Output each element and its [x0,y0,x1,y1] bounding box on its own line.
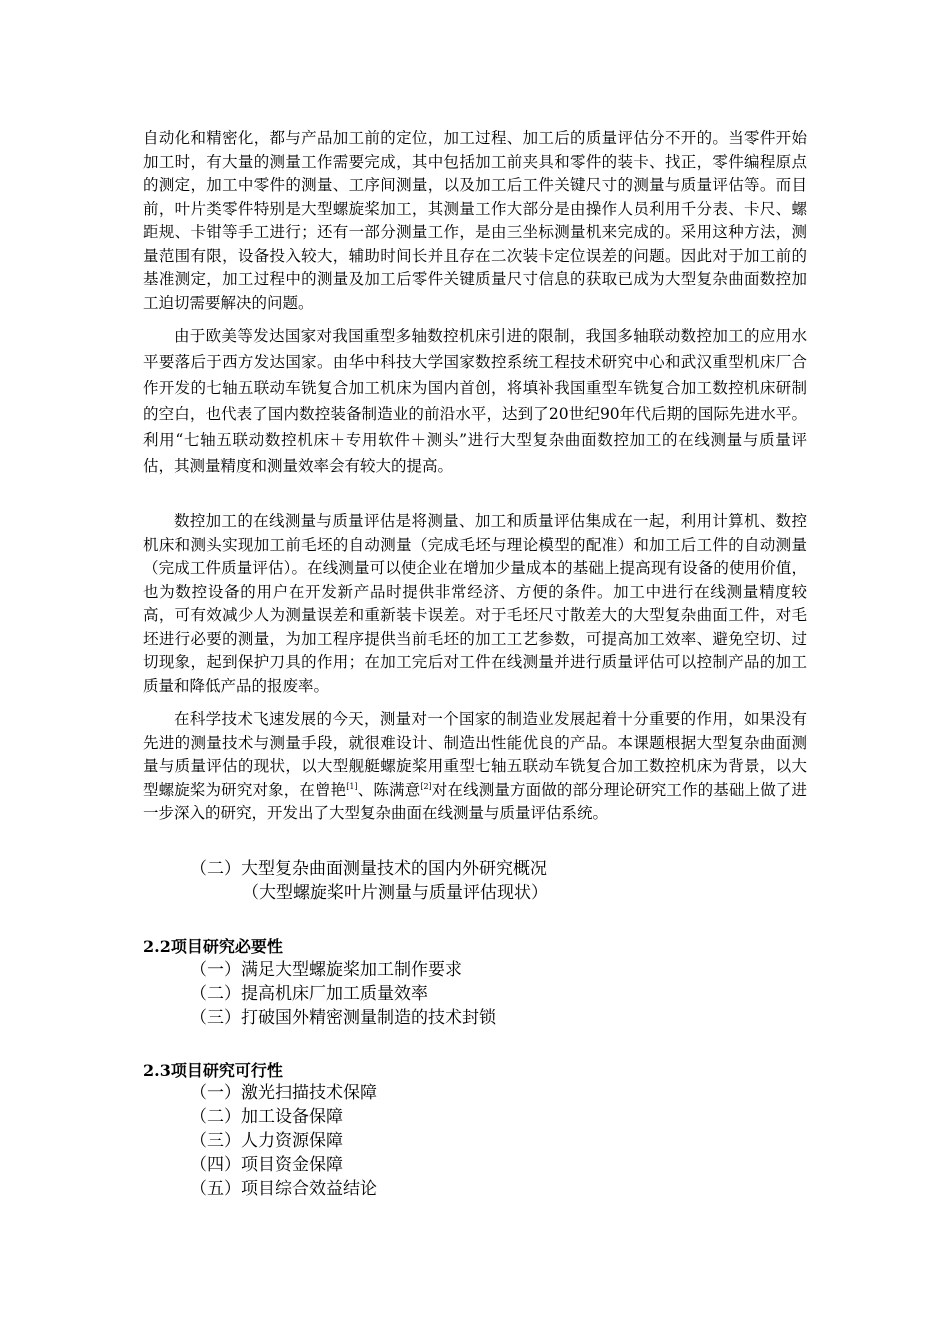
subsection-title: （二）大型复杂曲面测量技术的国内外研究概况 [190,859,547,879]
list-item: （三）打破国外精密测量制造的技术封锁 [190,1008,496,1028]
list-item: （三）人力资源保障 [190,1131,343,1151]
paragraph-text: 、陈满意 [357,780,421,799]
body-paragraph: 自动化和精密化，都与产品加工前的定位，加工过程、加工后的质量评估分不开的。当零件开始加工时，有大量的测量工作需要完成，其中包括加工前夹具和零件的装卡、找正，零件编程原点的测定，加工中零件的测量、工序间测量，以及加工后工件关键尺寸的测量与质量评估等。而目前，叶片类零件特别是大型螺旋桨加工，其测量工作大部分是由操作人员利用千分表、卡尺、螺距规、卡钳等手工进行；还有一部分测量工作，是由三坐标测量机来完成的。采用这种方法，测量范围有限，设备投入较大，辅助时间长并且存在二次装卡定位误差的问题。因此对于加工前的基准测定，加工过程中的测量及加工后零件关键质量尺寸信息的获取已成为大型复杂曲面数控加工迫切需要解决的问题。 [143,129,807,312]
body-paragraph: 由于欧美等发达国家对我国重型多轴数控机床引进的限制，我国多轴联动数控加工的应用水平要落后于西方发达国家。由华中科技大学国家数控系统工程技术研究中心和武汉重型机床厂合作开发的七轴五联动车铣复合加工机床为国内首创，将填补我国重型车铣复合加工数控机床研制的空白，也代表了国内数控装备制造业的前沿水平，达到了20世纪90年代后期的国际先进水平。利用“七轴五联动数控机床＋专用软件＋测头”进行大型复杂曲面数控加工的在线测量与质量评估，其测量精度和测量效率会有较大的提高。 [143,327,807,475]
section-heading: 2.2项目研究必要性 [143,937,283,956]
paragraph-text: 对在线测量方面做的部分理论研究工作的基础上做了进一步深入的研究，开发出了大型复杂曲面在线测量与质量评估系统。 [143,780,807,822]
list-item: （一）激光扫描技术保障 [190,1083,377,1103]
citation-ref: [2] [420,781,432,791]
body-paragraph-with-citations [143,708,807,826]
list-item: （二）提高机床厂加工质量效率 [190,984,428,1004]
citation-ref: [1] [346,781,358,791]
list-item: （五）项目综合效益结论 [190,1179,377,1199]
subsection-subtitle: （大型螺旋桨叶片测量与质量评估现状） [242,883,548,903]
list-item: （二）加工设备保障 [190,1107,343,1127]
list-item: （一）满足大型螺旋桨加工制作要求 [190,960,462,980]
list-item: （四）项目资金保障 [190,1155,343,1175]
body-paragraph: 数控加工的在线测量与质量评估是将测量、加工和质量评估集成在一起，利用计算机、数控机床和测头实现加工前毛坯的自动测量（完成毛坯与理论模型的配准）和加工后工件的自动测量（完成工件质量评估）。在线测量可以使企业在增加少量成本的基础上提高现有设备的使用价值，也为数控设备的用户在开发新产品时提供非常经济、方便的条件。加工中进行在线测量精度较高，可有效减少人为测量误差和重新装卡误差。对于毛坯尺寸散差大的大型复杂曲面工件，对毛坯进行必要的测量，为加工程序提供当前毛坯的加工工艺参数，可提高加工效率、避免空切、过切现象，起到保护刀具的作用；在加工完后对工件在线测量并进行质量评估可以控制产品的加工质量和降低产品的报废率。 [143,512,807,695]
section-heading: 2.3项目研究可行性 [143,1061,283,1080]
paragraph-text: 在科学技术飞速发展的今天，测量对一个国家的制造业发展起着十分重要的作用，如果没有先进的测量技术与测量手段，就很难设计、制造出性能优良的产品。本课题根据大型复杂曲面测量与质量评估的现状，以大型舰艇螺旋桨用重型七轴五联动车铣复合加工数控机床为背景，以大型螺旋桨为研究对象，在曾艳 [143,710,807,799]
